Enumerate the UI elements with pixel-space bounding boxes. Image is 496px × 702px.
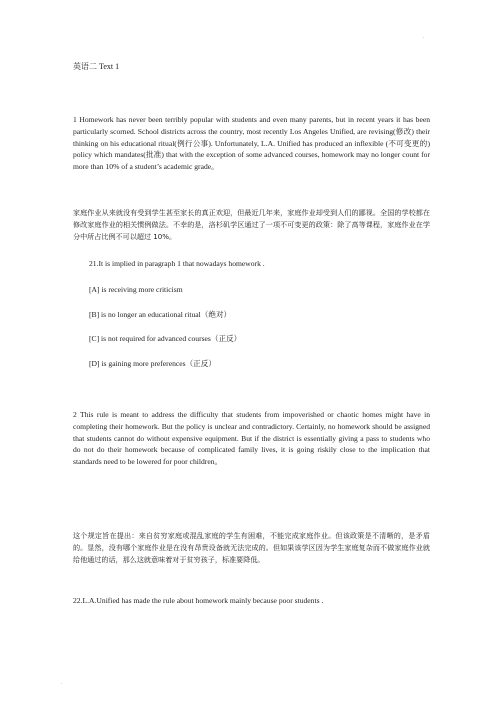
question-21-option-d: [D] is gaining more preferences（正反） — [89, 359, 216, 368]
paragraph-1: 1 Homework has never been terribly popular with students and even many parents, but in recent years it has been particularly scorned. School districts across the country, most recently Los Angeles Unified, are revising(修改) their thinking on his educational ritual(例行公事). Unfortunately, L.A. Unified has produced an inflexible (不可变更的) policy which mandates(批准) that with the exception of some advanced courses, homework may no longer count for more than 10% of a student’s academic grade。 — [73, 115, 430, 172]
translation-1: 家庭作业从来就没有受到学生甚至家长的真正欢迎，但最近几年来，家庭作业却受到人们的鄙视。全国的学校都在修改家庭作业的相关惯例做法。不幸的是，洛杉矶学区通过了一项不可变更的政策：除了高等课程，家庭作业在学分中所占比例不可以超过 10%。 — [73, 208, 430, 241]
question-21-stem: 21.It is implied in paragraph 1 that nowadays homework . — [89, 259, 265, 268]
translation-2: 这个规定旨在提出：来自贫穷家庭或混乱家庭的学生有困难，不能完成家庭作业。但该政策是不清晰的，是矛盾的。显然，没有哪个家庭作业是在没有昂贵设备就无法完成的。但如果该学区因为学生家庭复杂而不做家庭作业就给他通过的话，那么这就意味着对于贫穷孩子，标准要降低。 — [73, 531, 430, 564]
header-mark: . — [422, 34, 424, 40]
doc-title: 英语二 Text 1 — [73, 62, 120, 71]
question-21-option-b: [B] is no longer an educational ritual（绝对） — [89, 310, 232, 319]
paragraph-2: 2 This rule is meant to address the difficulty that students from impoverished or chaotic homes might have in completing their homework. But the policy is unclear and contradictory. Certainly, no homework should be assigned that students cannot do without expensive equipment. But if the district is essentially giving a pass to students who do not do their homework because of complicated family lives, it is going riskily close to the implication that standards need to be lowered for poor children。 — [73, 410, 430, 467]
question-21-option-a: [A] is receiving more criticism — [89, 285, 183, 294]
footer-mark: . — [61, 680, 63, 686]
question-22-stem: 22.L.A.Unified has made the rule about homework mainly because poor students . — [73, 596, 324, 605]
question-21-option-c: [C] is not required for advanced courses（正反） — [89, 334, 242, 343]
